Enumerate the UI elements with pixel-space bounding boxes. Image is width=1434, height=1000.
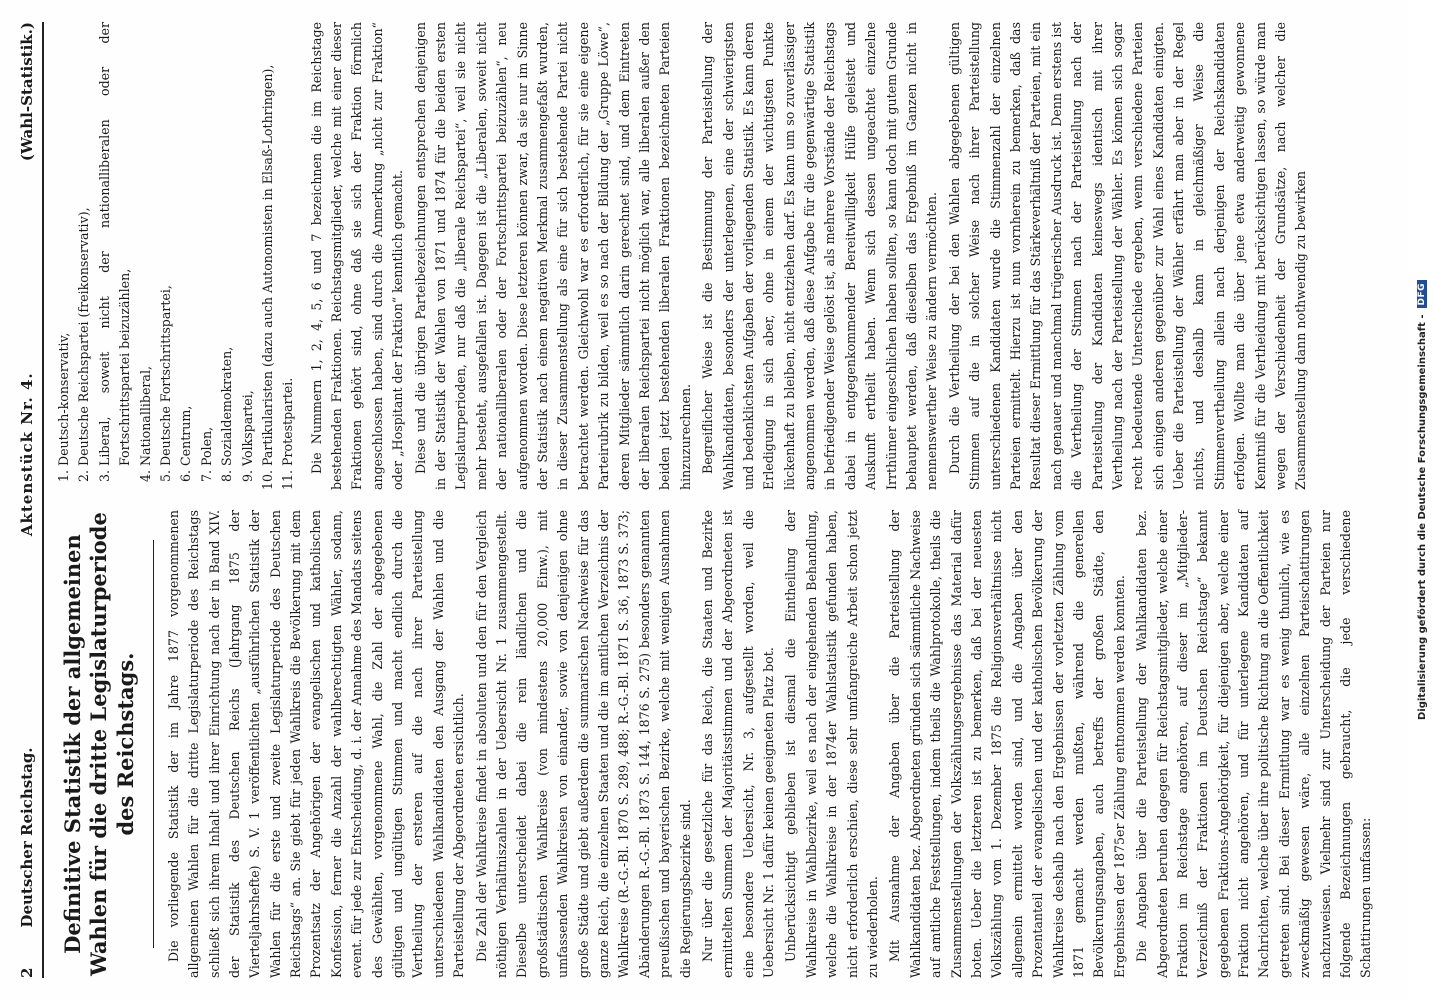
- paragraph: Die Nummern 1, 2, 4, 5, 6 und 7 bezeichnen die im Reichstage bestehenden Fraktionen. Reichstagsmitglieder, welche mit einer dieser Fraktionen gehört sind, ohne daß sie sich der Fraktion förmlich angeschlossen haben, sind durch die Anmerkung „nicht zur Fraktion“ oder „Hospitant der Fraktion“ kenntlich gemacht.: [308, 22, 406, 490]
- document-title: Definitive Statistik der allgemeinen Wahlen für die dritte Legislaturperiode des Reichstags.: [60, 512, 138, 976]
- paragraph: Nur über die gesetzliche für das Reich, die Staaten und Bezirke ermittelten Summen der Majoritätsstimmen und der Abgeordneten ist eine besondere Uebersicht, Nr. 3, aufgestellt worden, weil die Uebersicht Nr. 1 dafür keinen geeigneten Platz bot.: [699, 510, 777, 978]
- right-column: [54, 22, 1344, 490]
- party-item: 4. Nationalliberal,: [136, 22, 156, 466]
- party-item: 5. Deutsche Fortschrittspartei,: [156, 22, 176, 466]
- party-item: 3. Liberal, soweit nicht der nationalliberalen oder der Fortschrittspartei beizuzählen,: [95, 22, 136, 466]
- party-item: 1. Deutsch-konservativ,: [54, 22, 74, 466]
- left-column: [54, 510, 1374, 978]
- paragraph: Die Angaben über die Parteistellung der Wahlkandidaten bez. Abgeordneten beruhen dagegen für Reichstagsmitglieder, welche einer Fraktion im Reichstage angehören, auf dieser im „Mitglieder-Verzeichniß der Fraktionen im Deutschen Reichstage“ bekannt gegebenen Fraktions-Angehörigkeit, für diejenigen aber, welche einer Fraktion nicht angehören, und für unterlegene Kandidaten auf Nachrichten, welche über ihre politische Richtung an die Oeffentlichkeit getreten sind. Bei dieser Ermittlung war es wenig thunlich, wie es zweckmäßig gewesen wäre, alle einzelnen Parteischattirungen nachzuweisen. Vielmehr sind zur Unterscheidung der Parteien nur folgende Bezeichnungen gebraucht, die jede verschiedene Schattirungen umfassen:: [1134, 510, 1374, 978]
- paragraph: Die Zahl der Wahlkreise findet in absoluten und den für den Vergleich nöthigen Verhältniszahlen in der Uebersicht Nr. 1 zusammengestellt. Dieselbe unterscheidet dabei die rein ländlichen und die großstädtischen Wahlkreise (von mindestens 20,000 Einw.), mit umfassenden Wahlkreisen von einander, sowie von denjenigen ohne große Städte und giebt außerdem die summarischen Nachweise für das ganze Reich, die einzelnen Staaten und die im amtlichen Verzeichnis der Wahlkreise (R.-G.-Bl. 1870 S. 289, 488; R.-G.-Bl. 1871 S. 36, 1873 S. 373; Abänderungen R.-G.-Bl. 1873 S. 144, 1876 S. 275) besonders genannten preußischen und bayerischen Bezirke, welche mit wenigen Ausnahmen die Regierungsbezirke sind.: [473, 510, 693, 978]
- party-item: 10. Partikularisten (dazu auch Autonomisten in Elsaß-Lothringen),: [258, 22, 278, 466]
- page-header: [18, 22, 44, 978]
- paragraph: Durch die Vertheilung der bei den Wahlen abgegebenen gültigen Stimmen auf die in solcher Weise nach ihrer Parteistellung unterschiedenen Kandidaten wurde die Stimmenzahl der einzelnen Parteien ermittelt. Hierzu ist nun vornherein zu bemerken, daß das Resultat dieser Ermittlung für das Stärkeverhältniß der Parteien, mit ein nach genauer und manchmal trügerischer Ausdruck ist. Denn erstens ist die Vertheilung der Stimmen nach der Parteistellung nach der Parteistellung der Kandidaten keineswegs identisch mit ihrer Vertheilung nach der Parteistellung der Wähler. Es können sich sogar recht bedeutende Unterschiede ergeben, wenn verschiedene Parteien sich einigen anderen gegenüber zur Wahl eines Kandidaten einigten. Ueber die Parteistellung der Wähler erfährt man aber in der Regel nichts, und deshalb kann in gleichmäßiger Weise die Stimmenvertheilung allein nach derjenigen der Reichskandidaten erfolgen. Wollte man die über jene etwa anderweitig gewonnene Kenntniß für die Vertheidung mit berücksichtigen lassen, so würde man wegen der Verschiedenheit der Grundsätze, nach welcher die Zusammenstellung dann nothwendig zu bewirken: [946, 22, 1309, 490]
- dfg-funding-strip: [1408, 0, 1432, 1000]
- paragraph: Diese und die übrigen Parteibezeichnungen entsprechen denjenigen in der Statistik der Wahlen von 1871 und 1874 für die beiden ersten Legislaturperioden, nur daß die „liberale Reichspartei“, weil sie nicht mehr besteht, ausgefallen ist. Dagegen ist die „Liberalen, soweit nicht der nationalliberalen oder der Fortschrittspartei beizuzählen“, neu aufgenommen worden. Diese letzteren können zwar, da sie nur im Sinne der Statistik nach einem negativen Merkmal zusammengefaßt wurden, in dieser Zusammenstellung als eine für sich bestehende Partei nicht betrachtet werden. Gleichwohl war es erforderlich, für sie eine eigene Parteirubrik zu bilden, weil es so nach der Bildung der „Gruppe Löwe“, deren Mitglieder sämmtlich darin gerechnet sind, und dem Eintreten der liberalen Reichspartei nicht möglich war, alle liberalen außer den beiden jetzt bestehenden liberalen Fraktionen bezeichneten Parteien hinzuzurechnen.: [412, 22, 693, 490]
- header-left: Deutscher Reichstag.: [18, 747, 36, 928]
- title-rule: [153, 540, 154, 948]
- party-list: [54, 22, 299, 490]
- header-center: Aktenstück Nr. 4.: [18, 372, 36, 537]
- paragraph: Mit Ausnahme der Angaben über die Parteistellung der Wahlkandidaten bez. Abgeordneten gründen sich sämmtliche Nachweise auf amtliche Feststellungen, indem theils die Wahlprotokolle, theils die Zusammenstellungen der Volkszählungsergebnisse das Material dafür boten. Ueber die letzteren ist zu bemerken, daß bei der neuesten Volkszählung vom 1. Dezember 1875 die Religionsverhältnisse nicht allgemein ermittelt worden sind, und die Angaben über den Prozentanteil der evangelischen und der katholischen Bevölkerung der Wahlkreise deshalb nach den Ergebnissen der vorletzten Zählung vom 1871 gemacht werden mußten, während die generellen Bevölkerungsangaben, auch betreffs der großen Städte, den Ergebnissen der 1875er Zählung entnommen werden konnten.: [887, 510, 1127, 978]
- page-number: 2: [18, 967, 36, 978]
- party-item: 6. Centrum,: [176, 22, 196, 466]
- party-item: 7. Polen,: [197, 22, 217, 466]
- party-item: 11. Protestpartei.: [278, 22, 298, 466]
- text-columns: [54, 22, 1374, 978]
- paragraph: Unberücksichtigt geblieben ist diesmal die Eintheilung der Wahlkreise in Wahlbezirke, weil es nach der eingehenden Behandlung, welche die Wahlkreise in der 1874er Wahlstatistik gefunden haben, nicht erforderlich erschien, diese sehr umfangreiche Arbeit schon jetzt zu wiederholen.: [783, 510, 881, 978]
- paragraph: Begreiflicher Weise ist die Bestimmung der Parteistellung der Wahlkandidaten, besonders der unterlegenen, eine der schwierigsten und bedenklichsten Aufgaben der vorliegenden Statistik. Es kann deren Erledigung in sich aber, ohne in einem der wichtigsten Punkte lückenhaft zu bleiben, nicht entziehen darf. Es kann um so zuverlässiger angenommen werden, daß diese Aufgabe für die gegenwärtige Statistik in befriedigender Weise gelöst ist, als mehrere Vorstände der Reichstags dabei in entgegenkommender Bereitwilligkeit Hülfe geleistet und Auskunft ertheilt haben. Wenn sich dessen ungeachtet einzelne Irrthümer eingeschlichen haben sollten, so kann doch mit gutem Grunde behauptet werden, daß dieselben das Ergebniß im Ganzen nicht in nennenswerther Weise zu ändern vermöchten.: [700, 22, 940, 490]
- party-item: 2. Deutsche Reichspartei (freikonservativ),: [74, 22, 94, 466]
- dfg-funding-text: Digitalisierung gefördert durch die Deutsche Forschungsgemeinschaft -: [1416, 314, 1428, 721]
- dfg-logo: DFG: [1417, 280, 1427, 309]
- party-item: 9. Volkspartei,: [238, 22, 258, 466]
- paragraph: Die vorliegende Statistik der im Jahre 1877 vorgenommenen allgemeinen Wahlen für die dritte Legislaturperiode des Reichstags schließt sich ihrem Inhalt und ihrer Einrichtung nach der in Band XIV. der Statistik des Deutschen Reichs (Jahrgang 1875 der Vierteljahrshefte) S. V. 1 veröffentlichten „ausführlichen Statistik der Wahlen für die erste und zweite Legislaturperiode des Deutschen Reichstags“ an. Sie giebt für jeden Wahlkreis die Bevölkerung mit dem Prozentsatz der Angehörigen der evangelischen und katholischen Konfession, ferner die Anzahl der wahlberechtigten Wähler, sodann, event. für jede zur Entscheidung, d. i. der Annahme des Mandats seitens des Gewählten, vorgenommene Wahl, die Zahl der abgegebenen gültigen und ungültigen Stimmen und macht endlich durch die Vertheilung der ersteren auf die nach ihrer Parteistellung unterschiedenen Wahlkandidaten den Ausgang der Wahlen und die Parteistellung der Abgeordneten ersichtlich.: [165, 510, 467, 978]
- party-item: 8. Sozialdemokraten,: [217, 22, 237, 466]
- header-right: (Wahl-Statistik.): [18, 22, 36, 162]
